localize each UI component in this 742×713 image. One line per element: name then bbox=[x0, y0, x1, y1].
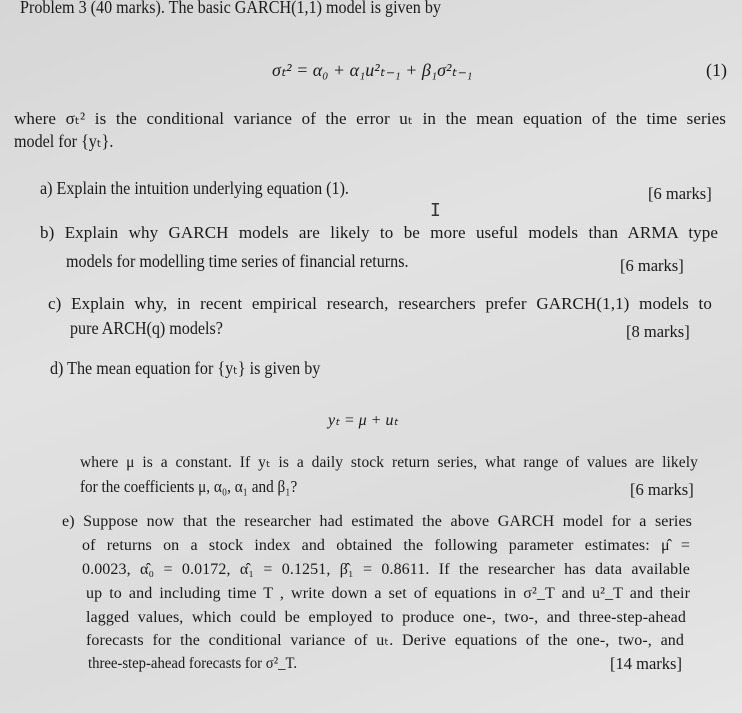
part-e-marks: [14 marks] bbox=[610, 654, 682, 673]
part-b-line-1: b) Explain why GARCH models are likely to be more useful models than ARMA type bbox=[40, 223, 718, 242]
part-c-line-1: c) Explain why, in recent empirical research, researchers prefer GARCH(1,1) models to bbox=[48, 294, 712, 313]
part-b-line-2: models for modelling time series of financial returns. bbox=[66, 251, 409, 271]
part-c-marks: [8 marks] bbox=[626, 322, 690, 341]
part-e-line-2: of returns on a stock index and obtained the following parameter estimates: μ̂ = bbox=[82, 537, 690, 554]
part-e-line-7: three-step-ahead forecasts for σ²_T. bbox=[88, 655, 298, 672]
part-d-marks: [6 marks] bbox=[630, 480, 694, 499]
part-d-line-3: for the coefficients μ, α₀, α₁ and β₁? bbox=[80, 477, 298, 496]
part-d-line-2: where μ is a constant. If yₜ is a daily stock return series, what range of values are likely bbox=[80, 454, 698, 471]
where-line-2: model for {yₜ}. bbox=[14, 131, 114, 151]
part-e-line-6: forecasts for the conditional variance of uₜ. Derive equations of the one-, two-, and bbox=[86, 632, 684, 649]
part-e-line-5: lagged values, which could be employed to produce one-, two-, and three-step-ahead bbox=[86, 609, 686, 626]
part-c-line-2: pure ARCH(q) models? bbox=[70, 318, 223, 338]
part-e-line-3: 0.0023, α̂₀ = 0.0172, α̂₁ = 0.1251, β̂₁ = 0.8611. If the researcher has data available bbox=[82, 561, 690, 578]
mean-equation: yₜ = μ + uₜ bbox=[328, 412, 399, 429]
where-line-1: where σₜ² is the conditional variance of the error uₜ in the mean equation of the time series bbox=[14, 109, 726, 128]
part-a-text: a) Explain the intuition underlying equation (1). bbox=[40, 178, 349, 198]
part-e-line-4: up to and including time T , write down a set of equations in σ²_T and u²_T and their bbox=[86, 585, 690, 602]
text-cursor-icon: I bbox=[430, 200, 441, 221]
part-b-marks: [6 marks] bbox=[620, 256, 684, 275]
part-e-line-1: e) Suppose now that the researcher had estimated the above GARCH model for a series bbox=[62, 513, 692, 530]
part-a-marks: [6 marks] bbox=[648, 184, 712, 203]
equation-number: (1) bbox=[706, 60, 727, 80]
problem-title: Problem 3 (40 marks). The basic GARCH(1,1) model is given by bbox=[20, 0, 441, 17]
part-d-line-1: d) The mean equation for {yₜ} is given by bbox=[50, 358, 321, 378]
equation-1: σₜ² = α₀ + α₁u²ₜ₋₁ + β₁σ²ₜ₋₁ bbox=[272, 60, 473, 80]
